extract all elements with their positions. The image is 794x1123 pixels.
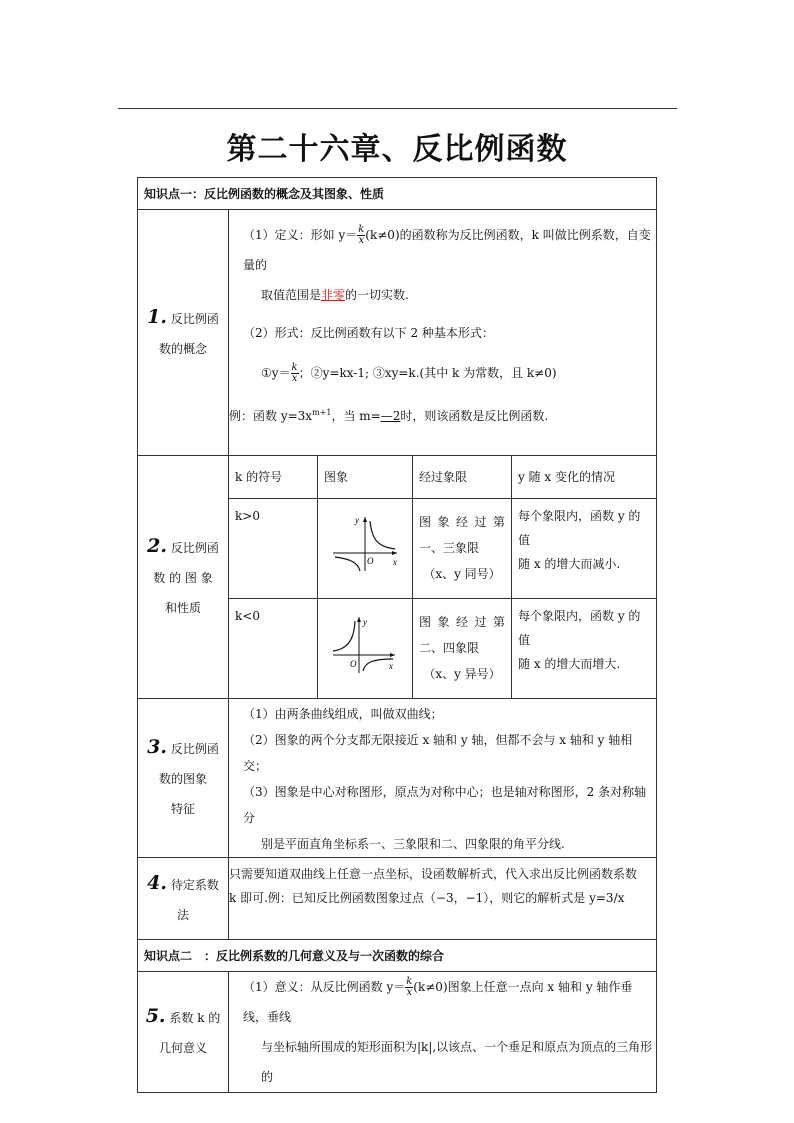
properties-subtable: [229, 456, 656, 698]
fraction-k-over-x: $\frac{k}{x}$: [358, 224, 365, 246]
fraction-k-over-x-3: $\frac{k}{x}$: [406, 976, 413, 998]
row-label-undetermined-coef: 4. 待定系数 法: [138, 858, 229, 940]
graph-k-negative: [318, 598, 413, 698]
knowledge-table: [137, 177, 657, 1093]
axis-y-label: y: [355, 515, 359, 525]
header-trend: y 随 x 变化的情况: [512, 456, 657, 498]
form-title: （2）形式：反比例函数有以下 2 种基本形式：: [243, 326, 494, 340]
row-label-geometric-meaning: 5. 系数 k 的 几何意义: [138, 972, 229, 1093]
quadrants-positive: 图 象 经 过 第 一、三象限 （x、y 同号）: [413, 498, 512, 598]
highlight-nonzero: 非零: [321, 288, 346, 302]
definition-line-2: 取值范围是非零的一切实数.: [261, 288, 409, 302]
row-label-graph-features: 3. 反比例函 数的图象 特征: [138, 699, 229, 858]
trend-positive: 每个象限内，函数 y 的值 随 x 的增大而减小.: [512, 498, 657, 598]
header-graph: 图象: [318, 456, 413, 498]
form-list: ①y＝ $\frac{k}{x}$ ；②y=kx-1; ③xy=k.(其中 k 为常数，且 k≠0): [261, 362, 557, 384]
concept-content: [229, 210, 657, 456]
example-answer: —2: [380, 409, 401, 423]
properties-cell: [229, 456, 657, 699]
trend-negative: 每个象限内，函数 y 的值 随 x 的增大而增大.: [512, 598, 657, 698]
graph-k-positive: [318, 498, 413, 598]
hyperbola-negative-graph: [329, 613, 401, 675]
example-line: 例：函数 $y=3x^{m+1}$，当 m=—2时，则该函数是反比例函数.: [229, 408, 549, 423]
undetermined-coef-content: 只需要知道双曲线上任意一点坐标，设函数解析式，代入求出反比例函数系数 k 即可.例：已知反比例函数图象过点（−3，−1），则它的解析式是 y=3/x: [229, 858, 657, 940]
sign-positive: k>0: [229, 498, 318, 598]
axis-x-label: x: [393, 557, 397, 567]
geometric-meaning-content: （1）意义：从反比例函数 y＝ $\frac{k}{x}$ (k≠0)图象上任意一点向 x 轴和 y 轴作垂线，垂线 与坐标轴所围成的矩形面积为|k|,以该点、一个垂足和原点为顶点的三角形的: [229, 972, 657, 1093]
axis-y-label: y: [363, 617, 367, 628]
quadrants-negative: 图 象 经 过 第 二、四象限 （x、y 异号）: [413, 598, 512, 698]
hyperbola-positive-graph: [329, 513, 401, 575]
axis-x-label: x: [389, 661, 393, 672]
definition-line: （1）定义：形如 y＝ $\frac{k}{x}$ (k≠0)的函数称为反比例函数，k 叫做比例系数，自变量的: [243, 224, 651, 272]
origin-label: O: [367, 556, 374, 566]
section-heading-2: 知识点二 ：反比例系数的几何意义及与一次函数的综合: [138, 940, 657, 972]
header-k-sign: k 的符号: [229, 456, 318, 498]
section-heading-1: 知识点一：反比例函数的概念及其图象、性质: [138, 178, 657, 210]
sign-negative: k<0: [229, 598, 318, 698]
header-rule: [118, 108, 677, 109]
page-title: 第二十六章、反比例函数: [226, 132, 568, 167]
header-quadrants: 经过象限: [413, 456, 512, 498]
row-label-concept: 1. 反比例函 数的概念: [138, 210, 229, 456]
fraction-k-over-x-2: $\frac{k}{x}$: [291, 362, 298, 384]
features-content: （1）由两条曲线组成，叫做双曲线； （2）图象的两个分支都无限接近 x 轴和 y 轴，但都不会与 x 轴和 y 轴相交； （3）图象是中心对称图形，原点为对称中心；也是轴对称图形，2 条对称轴分 别是平面直角坐标系一、三象限和二、四象限的角平分线.: [229, 699, 657, 858]
row-label-graph-properties: 2. 反比例函 数 的 图 象 和性质: [138, 456, 229, 699]
origin-label: O: [350, 659, 357, 670]
